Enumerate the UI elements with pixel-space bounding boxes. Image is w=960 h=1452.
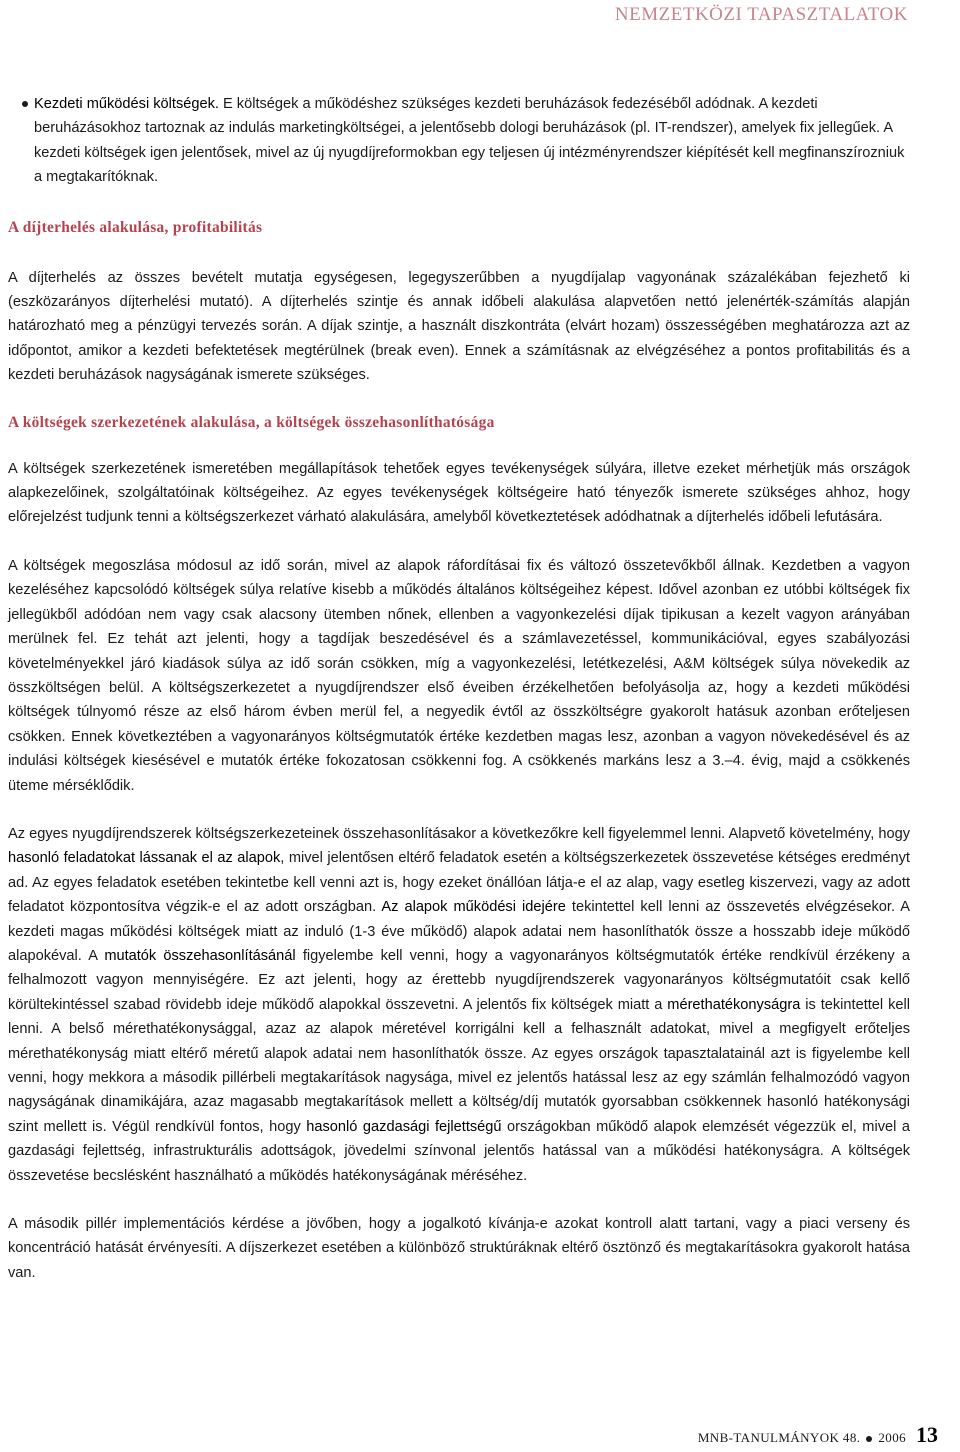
emphasis-similar-tasks: hasonló feladatokat lássanak el az alapok [8,850,281,867]
page-number: 13 [916,1422,938,1447]
paragraph-fees: A díjterhelés az összes bevételt mutatja egységesen, legegyszerűbben a nyugdíjalap vagyonának százalékában fejezhető ki (eszközarányos díjterhelési mutató). A díjterhelés szintje és annak időbeli alakulása alapvetően nettó jelenérték-számítás alapján határozható meg a pénzügyi tervezés során. A díjak szintje, a használt diszkontráta (elvárt hozam) összességében meghatározza azt az időpontot, amikor a kezdeti befektetések megtérülnek (break even). Ennek a számításnak az elvégzéséhez a pontos profitabilitás és a kezdeti beruházások nagyságának ismerete szükséges. [8,269,910,384]
emphasis-economic-development: hasonló gazdasági fejlettségű [306,1118,502,1135]
emphasis-economies-of-scale: mérethatékonyságra [667,996,801,1013]
section-heading-cost-structure: A költségek szerkezetének alakulása, a költségek összehasonlíthatósága [8,413,495,431]
footer-separator-dot [866,1436,872,1442]
article-body [8,92,910,1285]
emphasis-operating-time: Az alapok működési idejére [381,899,566,916]
bullet-icon [22,101,28,107]
paragraph-comparison [8,822,910,1188]
comparison-text: tekintettel kell lenni az összevetés elvégzésekor. A kezdeti magas működési költségek miatt az induló (1-3 éve működő) alapok adatai nem hasonlíthatók össze a hosszabb ideje működő alapokéval. A [8,899,910,964]
paragraph-cost-distribution: A költségek megoszlása módosul az idő során, mivel az alapok ráfordításai fix és változó összetevőkből állnak. Kezdetben a vagyon kezeléséhez kapcsolódó költségek súlya relatíve kisebb a működés általános költségeihez képest. Idővel azonban ez utóbbi költségek fix jellegükből adódóan nem vagy csak alacsony ütemben nőnek, ellenben a vagyonkezelési díjak tipikusan a kezelt vagyon arányában merülnek fel. Ez tehát azt jelenti, hogy a tagdíjak beszedésével és a számlavezetéssel, kommunikációval, egyes szabályozási követelményekkel járó kiadások súlya az idő során csökken, míg a vagyonkezelési, letétkezelési, A&M költségek súlya növekedik az összköltségen belül. A költségszerkezetet a nyugdíjrendszer első éveiben érzékelhetően befolyásolja az, hogy a kezdeti működési költségek túlnyomó része az első három évben merül fel, a negyedik évtől az összköltségre gyakorolt hatásuk azonban erőteljesen csökken. Ennek következtében a vagyonarányos költségmutatók értéke kezdetben magas lesz, azonban a vagyon növekedésével és az indulási költségek kiesésével e mutatók értéke fokozatosan csökkenni fog. A csökkenés markáns lesz a 3.–4. évig, majd a csökkenés üteme mérséklődik. [8,557,910,794]
running-header: NEMZETKÖZI TAPASZTALATOK [614,4,908,25]
page-footer [698,1422,938,1448]
emphasis-indicator-comparison: mutatók összehasonlításánál [104,947,296,964]
paragraph-cost-structure-intro: A költségek szerkezetének ismeretében megállapítások tehetőek egyes tevékenységek súlyára, illetve ezeket mérhetjük más országok alapkezelőinek, szolgáltatóinak költségeihez. Az egyes tevékenységek költségeire ható tényezők ismerete szükséges ahhoz, hogy előrejelzést tudjunk tenni a költségszerkezet várható alakulására, amelyből következtetések adódhatnak a díjterhelés időbeli lefutására. [8,460,910,526]
footer-journal-info [698,1430,906,1446]
comparison-text: , mivel jelentősen eltérő feladatok esetén a költségszerkezetek összevetése kétséges eredményt ad. Az egyes feladatok esetében tekintetbe kell venni azt is, hogy ezeket önállóan látja-e el az alap, vagy esetleg kiszervezi, vagy az adott feladatot központosítva végzik-e el az adott országban. [8,850,910,916]
section-heading-fees: A díjterhelés alakulása, profitabilitás [8,218,263,236]
bullet-lead-term: Kezdeti működési költségek. [34,96,219,112]
footer-year: 2006 [878,1430,906,1445]
bullet-item-initial-costs [8,92,910,190]
comparison-text: Az egyes nyugdíjrendszerek költségszerkezeteinek összehasonlításakor a következőkre kell figyelemmel lenni. Alapvető követelmény, hogy [8,825,910,842]
comparison-text: is tekintettel kell lenni. A belső mérethatékonysággal, azaz az alapok méretével korrigálni kell a felhasznált adatokat, mivel a megfigyelt erőteljes mérethatékonyság miatt eltérő méretű alapok adatai nem hasonlíthatók össze. Az egyes országok tapasztalatainál azt is figyelembe kell venni, hogy mekkora a második pillérbeli megtakarítások nagysága, mivel ez jelentős hatással lesz az egy számlán felhalmozódó vagyon nagyságának dinamikájára, azaz magasabb megtakarítások mellett a költség/díj mutatók gyorsabban csökkennek hasonló hatékonysági szint mellett is. Végül rendkívül fontos, hogy [8,996,910,1135]
paragraph-second-pillar: A második pillér implementációs kérdése a jövőben, hogy a jogalkotó kívánja-e azokat kontroll alatt tartani, vagy a piaci verseny és koncentráció hatását érvényesíti. A díjszerkezet esetében a különböző struktúráknak eltérő ösztönző és megtakarításokra gyakorolt hatása van. [8,1216,910,1281]
bullet-text: E költségek a működéshez szükséges kezdeti beruházások fedezéséből adódnak. A kezdeti beruházásokhoz tartoznak az indulás marketingköltségei, a jelentősebb dologi beruházások (pl. IT-rendszer), amelyek fix jellegűek. A kezdeti költségek igen jelentősek, mivel az új nyugdíjreformokban egy teljesen új intézményrendszer kiépítését kell megfinanszírozniuk a megtakarítóknak. [34,96,905,186]
comparison-text: figyelembe kell venni, hogy a vagyonarányos költségmutatók értéke rendkívül érzékeny a felhalmozott vagyon mennyiségére. Ez azt jelenti, hogy az érettebb nyugdíjrendszerek vagyonarányos költségmutatóit csak kellő körültekintéssel szabad rövidebb ideje működő alapokkal összevetni. A jelentős fix költségek miatt a [8,947,910,1013]
footer-journal-title: MNB-TANULMÁNYOK 48. [697,1430,861,1445]
comparison-text: országokban működő alapok elemzését végezzük el, mivel a gazdasági fejlettség, infrastrukturális adottságok, jövedelmi színvonal jelentős hatással van a működési hatékonyságra. A költségek összevetése becslésként használható a működés hatékonyságának méréséhez. [8,1118,910,1184]
